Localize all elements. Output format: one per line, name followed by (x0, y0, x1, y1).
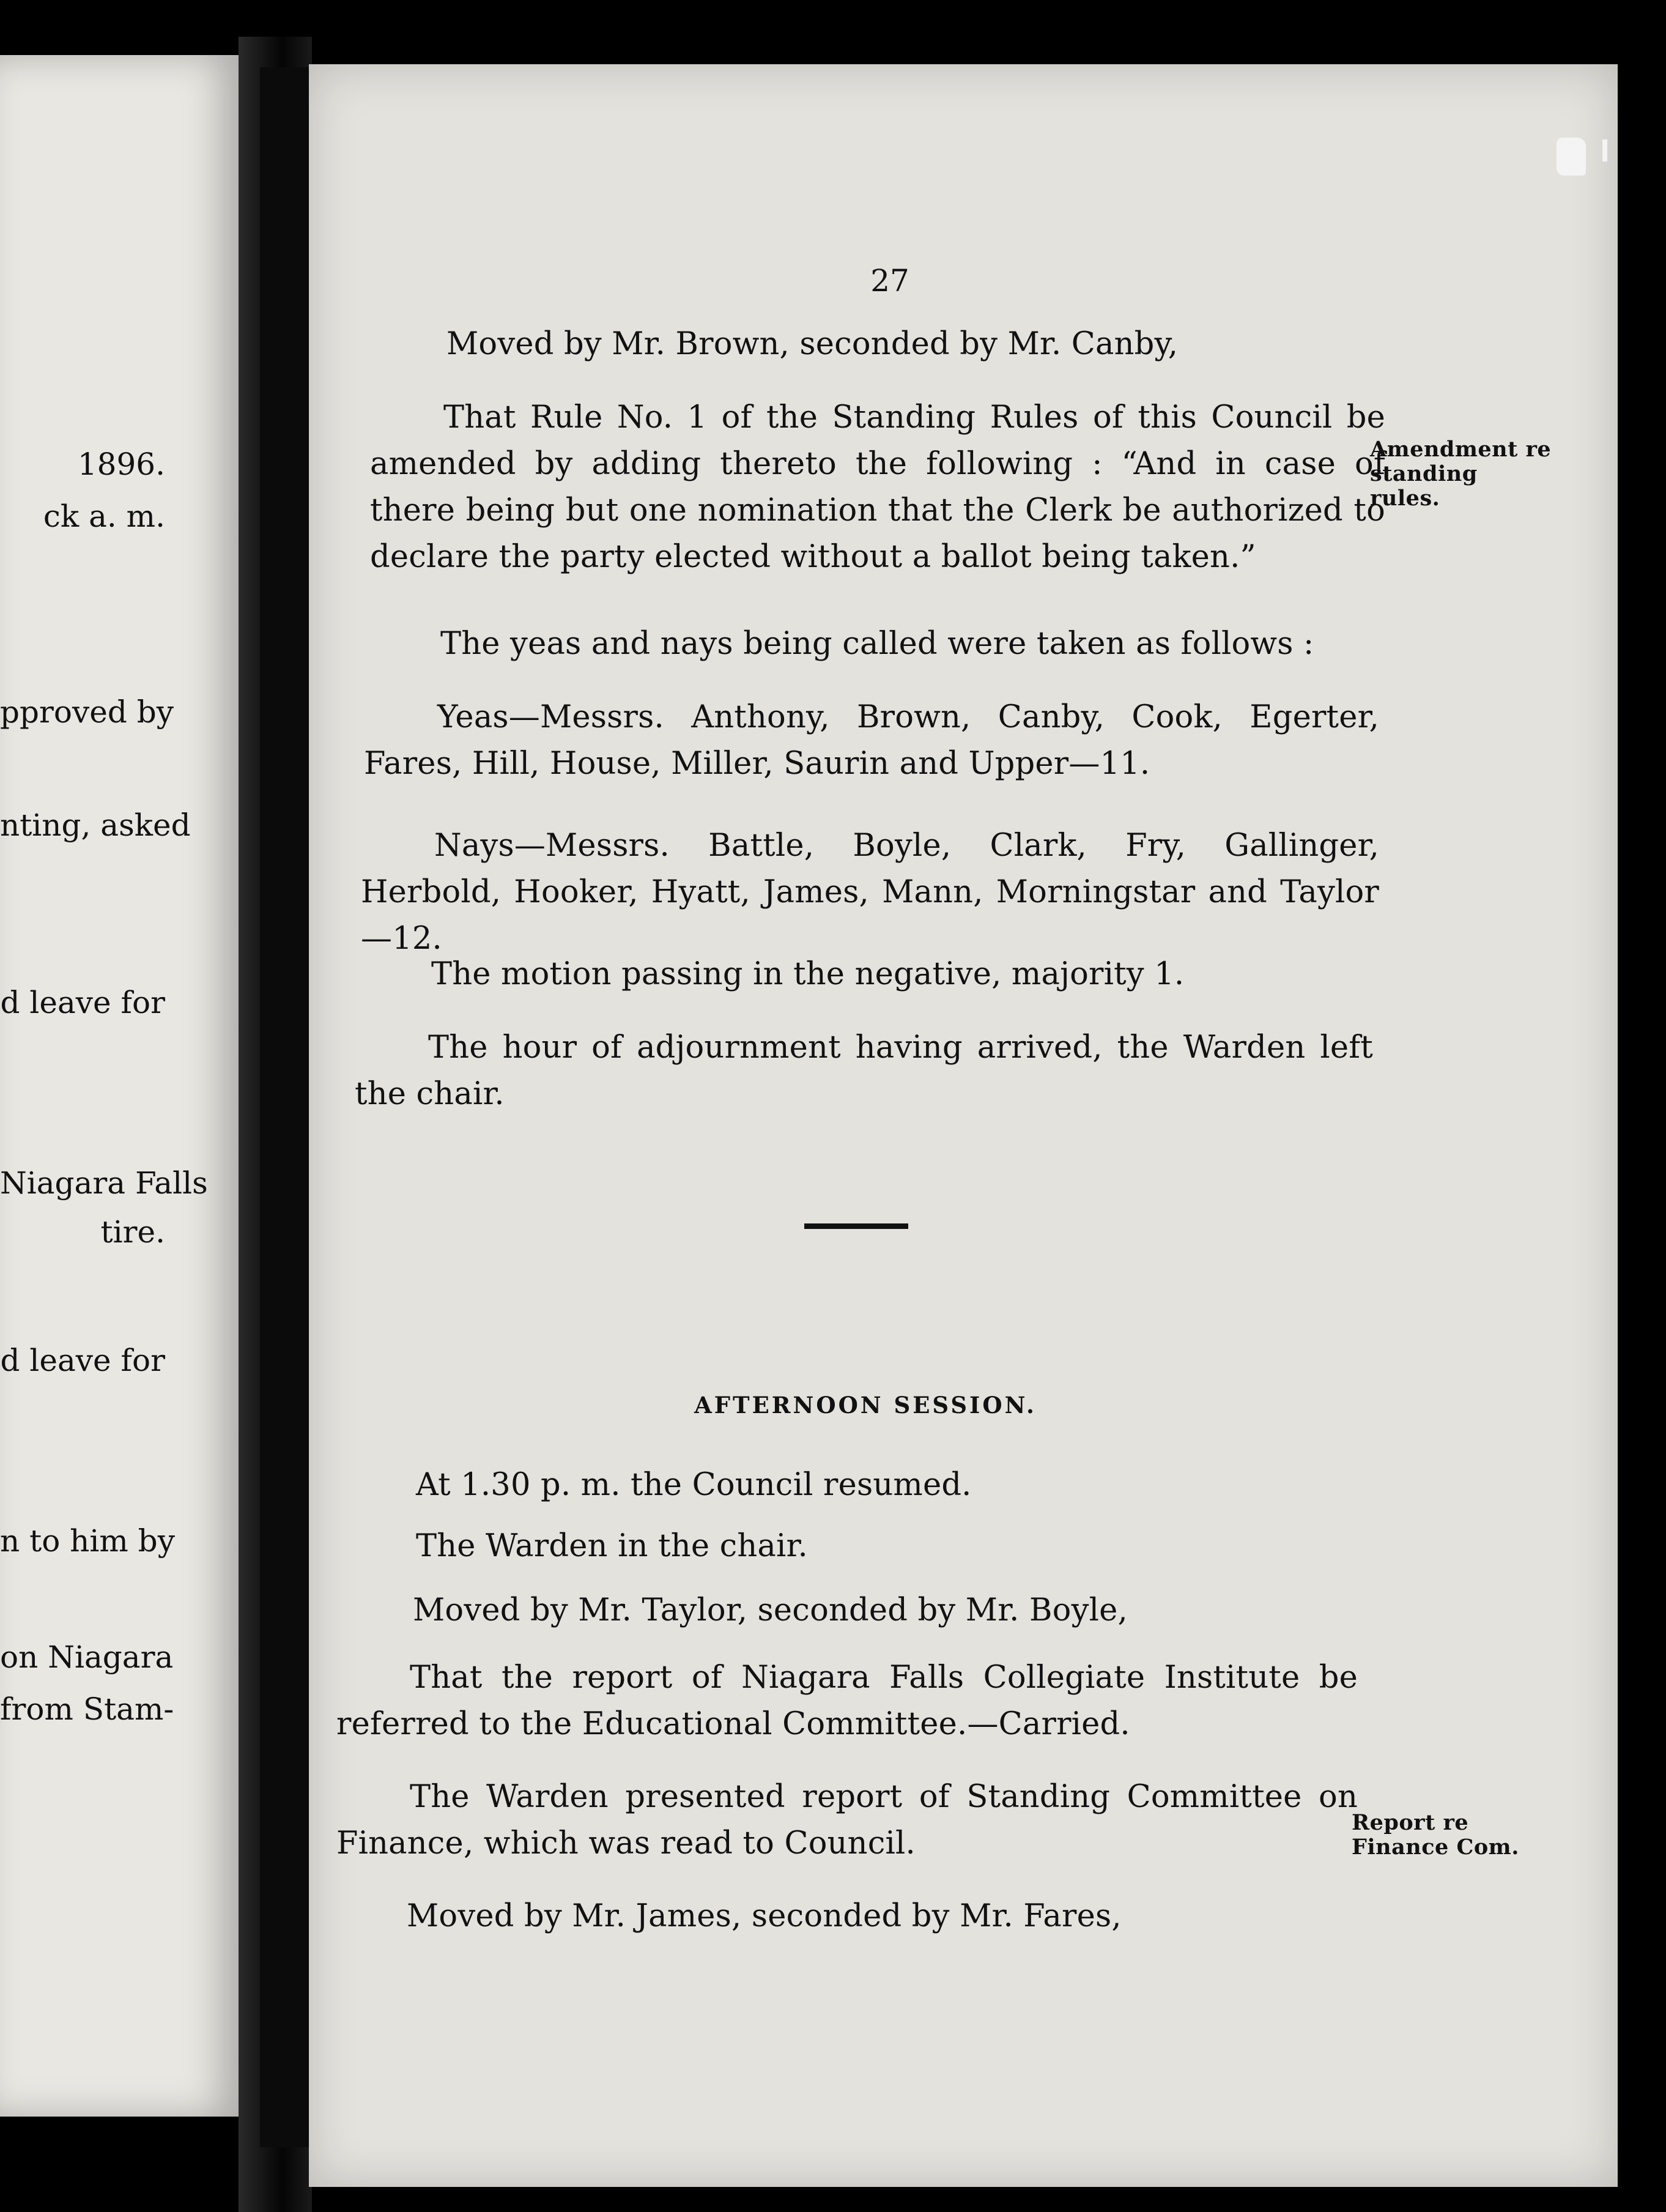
paragraph-warden-chair: The Warden in the chair. (416, 1528, 808, 1564)
paragraph-nays: Nays—Messrs. Battle, Boyle, Clark, Fry, Gallinger, Herbold, Hooker, Hyatt, James, Mann, Morningstar and Taylor—12. (361, 828, 1379, 957)
margin-note-amendment: Amendment re standing rules. (1370, 437, 1552, 511)
left-fragment-line: Niagara Falls (0, 1165, 208, 1201)
binding-shadow (260, 67, 309, 2147)
paragraph-council-resumed: At 1.30 p. m. the Council resumed. (416, 1467, 972, 1503)
section-divider-rule (804, 1223, 908, 1229)
left-fragment-line: n to him by (0, 1523, 175, 1559)
paragraph-moved-brown: Moved by Mr. Brown, seconded by Mr. Canby, (446, 326, 1179, 362)
paragraph-moved-taylor: Moved by Mr. Taylor, seconded by Mr. Boyle, (413, 1592, 1128, 1628)
section-heading: AFTERNOON SESSION. (694, 1392, 1037, 1419)
margin-note-finance: Report re Finance Com. (1352, 1810, 1519, 1860)
left-facing-page (0, 55, 239, 2117)
left-fragment-line: from Stam- (0, 1691, 174, 1727)
left-fragment-line: 1896. (77, 447, 165, 482)
scan-artifact-mark (1557, 138, 1586, 176)
left-fragment-line: pproved by (0, 694, 174, 730)
left-fragment-line: nting, asked (0, 807, 191, 843)
paragraph-adjournment: The hour of adjournment having arrived, the Warden left the chair. (355, 1030, 1373, 1112)
paragraph-yeas: Yeas—Messrs. Anthony, Brown, Canby, Cook, Egerter, Fares, Hill, House, Miller, Saurin and Upper—11. (364, 699, 1379, 782)
paragraph-moved-james: Moved by Mr. James, seconded by Mr. Fares, (407, 1898, 1122, 1934)
paragraph-collegiate-report: That the report of Niagara Falls Collegiate Institute be referred to the Educational Committee.—Carried. (336, 1660, 1358, 1742)
left-fragment-line: tire. (100, 1214, 165, 1250)
main-page (309, 64, 1618, 2187)
left-fragment-line: d leave for (0, 1343, 165, 1378)
paragraph-motion-negative: The motion passing in the negative, majority 1. (431, 956, 1185, 992)
paragraph-rule-amendment: That Rule No. 1 of the Standing Rules of this Council be amended by adding thereto the following : “And in case of there being but one nomination that the Clerk be authorized to declare the party elected without a ballot being taken.” (370, 399, 1385, 575)
paragraph-yeas-nays-called: The yeas and nays being called were taken as follows : (440, 626, 1314, 662)
left-fragment-line: d leave for (0, 985, 165, 1020)
paragraph-finance-report: The Warden presented report of Standing Committee on Finance, which was read to Council. (336, 1779, 1358, 1861)
page-number: 27 (870, 263, 909, 299)
left-fragment-line: ck a. m. (43, 499, 165, 534)
left-fragment-line: on Niagara (0, 1639, 174, 1675)
scan-artifact-tick (1602, 139, 1607, 161)
